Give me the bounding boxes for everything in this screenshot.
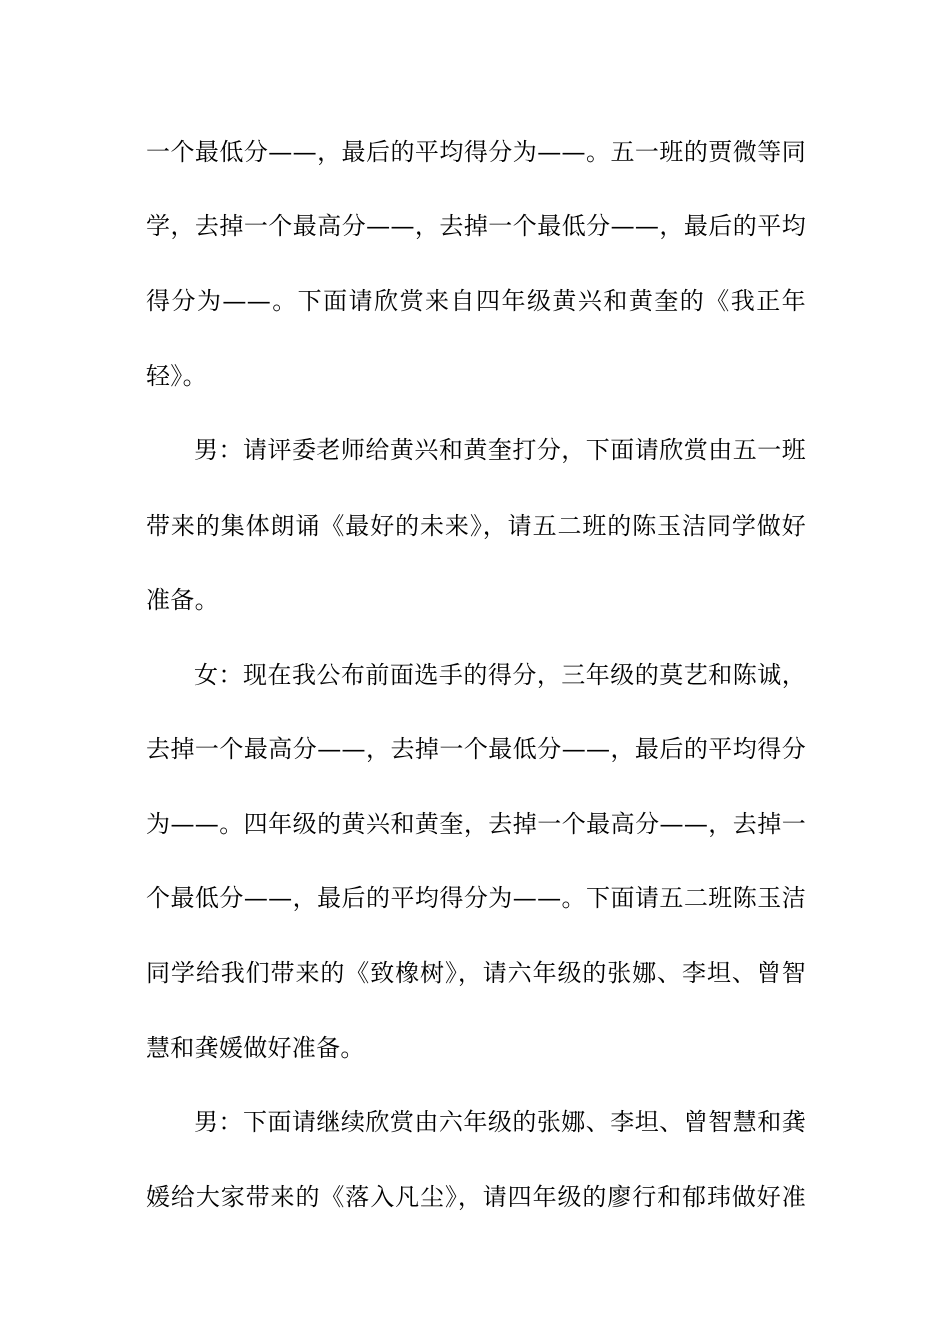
text-line: 女：现在我公布前面选手的得分，三年级的莫艺和陈诚，: [194, 661, 806, 689]
text-line: 轻》。: [146, 362, 207, 390]
text-line: 一个最低分——，最后的平均得分为——。五一班的贾微等同: [146, 138, 806, 166]
text-line: 男：请评委老师给黄兴和黄奎打分，下面请欣赏由五一班: [194, 436, 806, 464]
text-line: 得分为——。下面请欣赏来自四年级黄兴和黄奎的《我正年: [146, 287, 806, 315]
text-line: 去掉一个最高分——，去掉一个最低分——，最后的平均得分: [146, 735, 806, 763]
text-line: 准备。: [146, 586, 219, 614]
text-line: 学，去掉一个最高分——，去掉一个最低分——，最后的平均: [146, 212, 806, 240]
text-line: 带来的集体朗诵《最好的未来》，请五二班的陈玉洁同学做好: [146, 512, 806, 540]
text-line: 同学给我们带来的《致橡树》，请六年级的张娜、李坦、曾智: [146, 959, 806, 987]
text-line: 男：下面请继续欣赏由六年级的张娜、李坦、曾智慧和龚: [194, 1108, 806, 1136]
text-line: 慧和龚媛做好准备。: [146, 1034, 365, 1062]
text-line: 媛给大家带来的《落入凡尘》，请四年级的廖行和郁玮做好准: [146, 1183, 806, 1211]
text-line: 为——。四年级的黄兴和黄奎，去掉一个最高分——，去掉一: [146, 810, 806, 838]
text-line: 个最低分——，最后的平均得分为——。下面请五二班陈玉洁: [146, 884, 806, 912]
